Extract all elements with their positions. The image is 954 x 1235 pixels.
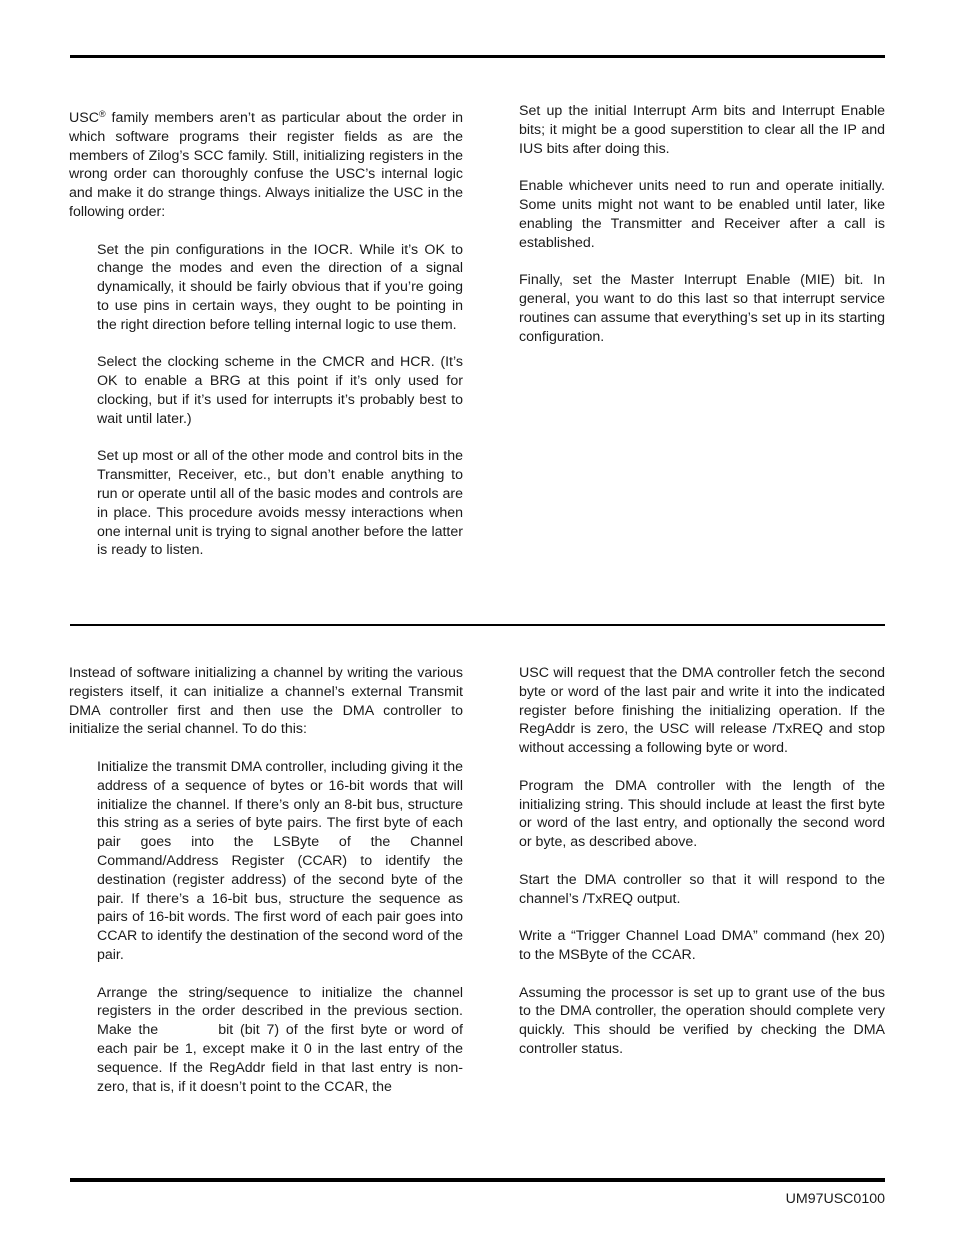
dma-step-program-length: Program the DMA controller with the length of the initializing string. This should include at least the first byte or word of the last entry, and optionally the second word or byte, as described above. [519,777,885,851]
init-step-interrupt-arm: Set up the initial Interrupt Arm bits and Interrupt Enable bits; it might be a good superstition to clear all the IP and IUS bits after doing this. [519,103,885,157]
footer-rule [70,1178,885,1182]
init-step-clocking: Select the clocking scheme in the CMCR and HCR. (It’s OK to enable a BRG at this point if it’s only used for clocking, but if it’s used for interrupts it’s probably best to wait until later.) [97,354,463,427]
usc-name: USC [69,110,99,126]
section1-left-column [69,109,463,560]
dma-step-arrange-text-b: bit (bit 7) of the first byte or word of each pair be 1, except make it 0 in the last entry of the sequence. If the RegAddr field in that last entry is non-zero, that is, if it doesn’t point to the CCAR, the [97,1022,463,1095]
section-divider-rule [70,624,885,626]
dma-step-verify-status: Assuming the processor is set up to grant use of the bus to the DMA controller, the operation should complete very quickly. This should be verified by checking the DMA controller status. [519,984,885,1057]
section1-right-column [519,102,885,346]
registered-mark: ® [98,109,106,119]
section2-intro-paragraph: Instead of software initializing a channel by writing the various registers itself, it can initialize a channel’s external Transmit DMA controller first and then use the DMA controller to initialize the serial channel. To do this: [69,665,463,738]
section2-right-column [519,664,885,1059]
section1-intro-paragraph [69,109,463,222]
dma-step-arrange-text-a: Arrange the string/sequence to initialize the channel registers in the order described in the previous section. Make the [97,984,463,1039]
document-code: UM97USC0100 [785,1191,885,1207]
dma-step-initialize-controller: Initialize the transmit DMA controller, including giving it the address of a sequence of bytes or 16-bit words that will initialize the channel. If there’s only an 8-bit bus, structure this string as a series of byte pairs. The first byte of each pair goes into the LSByte of the Channel Command/Address Register (CCAR) to identify the destination (register address) of the second byte of the pair. If there’s a 16-bit bus, structure the sequence as pairs of 16-bit words. The first word of each pair goes into CCAR to identify the destination of the second word of the pair. [97,758,463,963]
dma-step-arrange-sequence [97,984,463,1097]
init-step-modes: Set up most or all of the other mode and control bits in the Transmitter, Receiver, etc., but don’t enable anything to run or operate until all of the basic modes and controls are in place. This procedure avoids messy interactions when one internal unit is trying to signal another before the latter is ready to listen. [97,448,463,559]
dma-step-trigger-command: Write a “Trigger Channel Load DMA” command (hex 20) to the MSByte of the CCAR. [519,928,885,963]
section2-left-column [69,664,463,1096]
init-step-pins: Set the pin configurations in the IOCR. While it’s OK to change the modes and even the direction of a signal dynamically, it should be fairly obvious that if you’re going to use pins in certain ways, they ought to be pointing in the right direction before telling internal logic to use them. [97,241,463,333]
section1-intro-text: family members aren’t as particular about the order in which software programs their register fields as are the members of Zilog’s SCC family. Still, initializing registers in the wrong order can thoroughly confuse the USC’s internal logic and make it do strange things. Always initialize the USC in the following order: [69,110,463,220]
dma-step-start-controller: Start the DMA controller so that it will respond to the channel’s /TxREQ output. [519,871,885,907]
top-rule [70,55,885,58]
init-step-mie: Finally, set the Master Interrupt Enable (MIE) bit. In general, you want to do this last so that interrupt service routines can assume that everything’s set up in its starting configuration. [519,272,885,345]
dma-step-arrange-continued: USC will request that the DMA controller fetch the second byte or word of the last pair and write it into the indicated register before finishing the initializing operation. If the RegAddr is zero, the USC will release /TxREQ and stop without accessing a following byte or word. [519,665,885,757]
init-step-enable-units: Enable whichever units need to run and operate initially. Some units might not want to be enabled until later, like enabling the Transmitter and Receiver after a call is established. [519,178,885,251]
